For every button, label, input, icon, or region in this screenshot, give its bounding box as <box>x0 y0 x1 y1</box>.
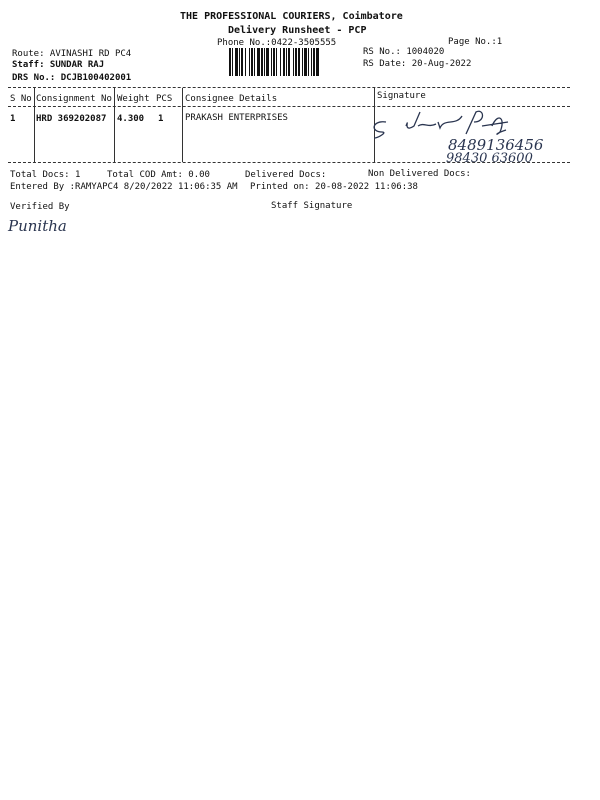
document-title: Delivery Runsheet - PCP <box>228 25 367 36</box>
verified-by-label: Verified By <box>10 202 70 212</box>
table-top-rule <box>8 87 570 88</box>
row-consignee: PRAKASH ENTERPRISES <box>185 113 288 123</box>
page-number: Page No.:1 <box>448 37 503 47</box>
verifier-handwriting: Punitha <box>8 217 67 235</box>
barcode <box>229 48 355 76</box>
header-consignment: Consignment No <box>36 94 112 104</box>
col-divider <box>34 88 35 162</box>
header-sno: S No <box>10 94 32 104</box>
company-name: THE PROFESSIONAL COURIERS, Coimbatore <box>180 11 403 22</box>
header-signature: Signature <box>377 91 426 101</box>
total-docs: Total Docs: 1 <box>10 170 81 180</box>
delivered-docs: Delivered Docs: <box>245 170 327 180</box>
staff-signature-label: Staff Signature <box>271 201 353 211</box>
rs-date: RS Date: 20-Aug-2022 <box>363 59 472 69</box>
row-consignment: HRD 369202087 <box>36 114 107 124</box>
handwritten-phone-2: 98430 63600 <box>446 151 533 166</box>
drs-number: DRS No.: DCJB100402001 <box>12 73 132 83</box>
route-label: Route: AVINASHI RD PC4 <box>12 49 132 59</box>
entered-by: Entered By :RAMYAPC4 8/20/2022 11:06:35 AM <box>10 182 238 192</box>
col-divider <box>114 88 115 162</box>
printed-on: Printed on: 20-08-2022 11:06:38 <box>250 182 418 192</box>
rs-number: RS No.: 1004020 <box>363 47 445 57</box>
phone-number: Phone No.:0422-3505555 <box>217 38 337 48</box>
row-weight: 4.300 <box>117 114 145 124</box>
header-pcs: PCS <box>156 94 173 104</box>
header-consignee: Consignee Details <box>185 94 278 104</box>
total-cod: Total COD Amt: 0.00 <box>107 170 210 180</box>
handwritten-phone-1: 8489136456 <box>448 136 544 154</box>
row-sno: 1 <box>10 114 16 124</box>
col-divider <box>182 88 183 162</box>
header-weight: Weight <box>117 94 150 104</box>
row-pcs: 1 <box>158 114 164 124</box>
staff-label: Staff: SUNDAR RAJ <box>12 60 105 70</box>
non-delivered-docs: Non Delivered Docs: <box>368 169 471 179</box>
